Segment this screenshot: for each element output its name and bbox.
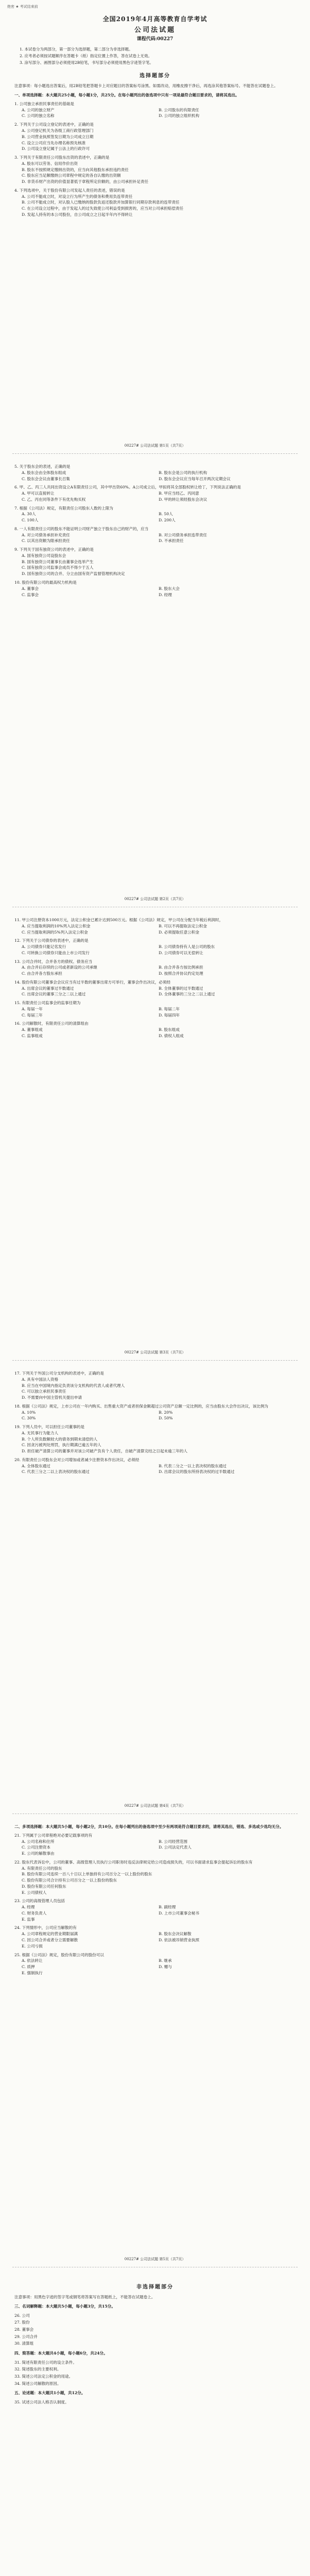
page-6 (14, 2277, 296, 2406)
option-e: E. 公司的解散事由 (22, 1851, 55, 1856)
question-7 (14, 505, 296, 523)
option-c: C. 应当提取利润的5%列入法定公积金 (22, 929, 88, 935)
option-a: A. 有限责任公司的股东 (22, 1866, 62, 1871)
option-c: C. 公司的独立名称 (22, 113, 55, 118)
option-d: D. 债权人组成 (159, 1033, 184, 1039)
option-d: D. 国有独资公司的合并、分立由国有资产监督管理机构决定 (22, 571, 125, 577)
option-c: C. 设立公司应当先办理名称预先核准 (22, 140, 86, 145)
confidential-mark: 绝密 ★ 考试结束前 (7, 5, 38, 9)
option-d: D. 非货币财产出资的价值显著低于章程所定价额的，由公司承担补足责任 (22, 179, 149, 184)
option-c: C. 股份有限公司合计持有公司百分之一以上股份的股东 (22, 1878, 117, 1883)
option-d: D. 发起人持有的本公司股份，自公司成立之日起半年内不得转让 (22, 212, 133, 217)
option-d: D. 不承担责任 (159, 538, 184, 544)
option-b: B. 公司债券持有人是公司的股东 (159, 944, 215, 950)
option-c: C. 100人 (22, 518, 39, 523)
exam-title: 全国2019年4月高等教育自学考试 (102, 15, 208, 23)
option-a: A. 出席会议的董事过半数通过 (22, 986, 74, 991)
part-heading-single: 一、单项选择题：本大题共25小题，每小题1分，共25分。在每小题列出的备选项中只有一项是最符合题目要求的，请将其选出。 (14, 93, 239, 98)
option-d: D. 200人 (159, 518, 176, 523)
option-c: C. 股东应当足额缴纳公司章程中规定的各自认缴的出资额 (22, 173, 121, 178)
page-divider (12, 1360, 298, 1361)
option-c: C. 30% (22, 1416, 36, 1421)
option-d: D. 依法被吊销营业执照 (159, 1938, 199, 1943)
option-a: A. 30人 (22, 512, 36, 517)
question-24 (14, 1925, 296, 1949)
page-footer: 00227# 公司法试题 第2页（共7页） (124, 897, 186, 901)
option-c: C. 因贪污被判处刑罚，执行期满已逾五年的人 (22, 1443, 101, 1448)
option-c: C. 由合并各方股东承担 (22, 971, 62, 976)
question-17 (14, 1370, 296, 1401)
option-d: D. 必须提取任意公积金 (159, 929, 199, 935)
question-stem: 18. 根据《公司法》规定，上市公司在一年内购买、出售重大资产或者担保金额超过公司资产总额一定比例的，应当由股东大会作出决议，该比例为 (14, 1403, 268, 1409)
option-b: B. 可以不再提取法定公积金 (159, 923, 207, 928)
question-stem: 19. 下列人员中，可以担任公司董事的是 (14, 1425, 84, 1430)
option-a: A. 公司章程规定的营业期限届满 (22, 1931, 78, 1937)
option-b: B. 股份有限公司连续一百八十日以上单独持有公司百分之一以上股份的股东 (22, 1872, 152, 1877)
question-stem: 23. 公司的高级管理人员包括 (14, 1899, 65, 1904)
option-c: C. 出席会议的董事三分之二以上通过 (22, 992, 86, 997)
option-d: D. 按照合并协议约定处理 (159, 971, 203, 976)
option-b: B. 副经理 (159, 1905, 176, 1910)
option-a: A. 公司债券只能记名发行 (22, 944, 66, 950)
option-a: A. 股东会由全体股东组成 (22, 470, 66, 475)
option-b: B. 应当在中国境内指定负责该分支机构的代表人或者代理人 (22, 1383, 125, 1388)
term-item: 26. 公司 (14, 2313, 30, 2318)
short-item: 33. 简述公司法定公积金的用途。 (14, 2374, 73, 2379)
option-a: A. 公司登记机关为各级工商行政管理部门 (22, 128, 94, 133)
option-a: A. 由合并后存续的公司或者新设的公司承继 (22, 965, 97, 970)
part-heading-terms: 三、名词解释题：本大题共5小题，每小题3分，共15分。 (14, 2303, 115, 2309)
option-a: A. 经理 (22, 1905, 35, 1910)
question-23 (14, 1898, 296, 1922)
question-21 (14, 1833, 296, 1857)
option-e: E. 监事 (22, 1917, 35, 1922)
question-stem: 14. 股份有限公司董事会会议应当有过半数的董事出席方可举行，董事会作出决议，必须经 (14, 979, 171, 985)
term-item: 30. 清算组 (14, 2341, 34, 2346)
short-item: 32. 简述股东的主要权利。 (14, 2367, 61, 2372)
option-b: B. 公司不能成立时，对认股人已缴纳的股款负返还股款并加算银行同期存款利息的连带责任 (22, 200, 180, 205)
essay-question: 35. 试述公司法人格否认制度。 (14, 2399, 69, 2404)
page-footer: 00227# 公司法试题 第3页（共7页） (124, 1350, 186, 1354)
option-c: C. 可以独立承担民事责任 (22, 1389, 66, 1394)
instruction-2: 2. 应考者必须按试题顺序在答题卡（纸）指定位置上作答，答在试卷上无效。 (20, 54, 152, 59)
question-stem: 5. 关于股东会的表述，正确的是 (14, 464, 71, 469)
option-a: A. 每届一年 (22, 1006, 43, 1011)
question-stem: 8. 一人有限责任公司的股东不能证明公司财产独立于股东自己的财产的，应当 (14, 526, 149, 531)
option-c: C. 财务负责人 (22, 1910, 47, 1916)
question-stem: 12. 下列关于公司债券的表述中，正确的是 (14, 938, 89, 943)
question-stem: 24. 下列情形中，公司应当解散的有 (14, 1925, 77, 1930)
option-b: B. 由合并各方按比例承担 (159, 965, 203, 970)
option-d: D. 经理 (159, 592, 172, 597)
question-stem: 2. 下列关于公司设立登记的表述中，正确的是 (14, 122, 94, 127)
question-stem: 3. 下列关于有限责任公司股东出资的表述中，正确的是 (14, 155, 110, 160)
option-b: B. 国有独资公司董事长由董事会选举产生 (22, 559, 94, 564)
option-d: D. 出席会议的股东所持表决权的过半数通过 (159, 1469, 235, 1475)
option-d: D. 股份有限公司任何股东 (22, 1884, 66, 1889)
page-1 (14, 14, 296, 221)
section-note: 注意事项：用黑色字迹的签字笔或钢笔将答案写在答题纸上，不能答在试题卷上。 (14, 2295, 156, 2299)
option-d: D. 不需要向中国主管机关提出申请 (22, 1395, 82, 1400)
option-a: A. 无民事行为能力人 (22, 1430, 59, 1435)
page-divider (12, 453, 298, 454)
question-1 (14, 101, 296, 119)
section-title-nonchoice: 非选择题部分 (136, 2284, 174, 2290)
question-11 (14, 917, 296, 935)
question-stem: 20. 有限责任公司股东会对公司增加或者减少注册资本作出决议，必须经 (14, 1457, 140, 1462)
option-b: B. 20% (159, 1410, 173, 1415)
instructions (20, 46, 296, 66)
option-a: A. 国有独资公司设股东会 (22, 553, 66, 558)
option-a: A. 全体股东通过 (22, 1463, 50, 1468)
option-c: C. 国有独资公司监事会成员不得少于五人 (22, 565, 94, 570)
question-15 (14, 1000, 296, 1018)
option-b: B. 公司经营范围 (159, 1839, 187, 1844)
part-heading-multiple: 二、多项选择题：本大题共5小题，每小题2分，共10分。在每小题列出的备选项中至少有两项是符合题目要求的，请将其选出，错选、多选或少选均无分。 (14, 1824, 284, 1829)
option-c: C. 在公司设立过程中，由于发起人的过失致使公司利益受到损害的，应当对公司承担赔偿责任 (22, 206, 184, 211)
option-b: B. 甲应当经乙、丙同意 (159, 491, 199, 496)
question-stem: 11. 甲公司注册资本1000万元，法定公积金已累计达到500万元。根据《公司法》规定，甲公司在分配当年税后利润时， (14, 918, 223, 922)
option-b: B. 股东会是公司的执行机构 (159, 470, 207, 475)
option-a: A. 董事会 (22, 586, 39, 591)
page-4 (14, 1370, 296, 1478)
question-stem: 13. 公司合并时，合并各方的债权、债务应当 (14, 959, 93, 964)
option-d: D. 上市公司董事会秘书 (159, 1910, 199, 1916)
question-stem: 4. 下列选项中，关于股份有限公司发起人责任的表述，错误的是 (14, 188, 125, 193)
option-e: E. 公司债权人 (22, 1890, 47, 1895)
question-3 (14, 155, 296, 185)
option-c: C. 以其出资额为限承担责任 (22, 538, 70, 544)
option-d: D. 公司债券可以无偿转让 (159, 950, 203, 955)
option-a: A. 公司名称和住所 (22, 1839, 55, 1844)
short-answer-list (14, 2359, 296, 2387)
option-c: C. 公司注册资本 (22, 1845, 50, 1850)
option-c: C. 可转换公司债券只能由上市公司发行 (22, 950, 90, 955)
question-stem: 22. 股东代表诉讼中，公司的董事、高级管理人员执行公司职务时违反法律规定给公司造成损失的，可以书面请求监事会提起诉讼的股东有 (14, 1859, 253, 1865)
question-6 (14, 484, 296, 502)
option-a: A. 10% (22, 1410, 36, 1415)
term-item: 27. 股份 (14, 2320, 30, 2325)
question-22 (14, 1859, 296, 1896)
section-note: 注意事项：每小题选出答案后，用2B铅笔把答题卡上对应题目的答案标号涂黑。如需改动，用橡皮擦干净后，再选涂其他答案标号。不能答在试题卷上。 (14, 83, 278, 89)
question-16 (14, 1021, 296, 1039)
option-c: C. 每届三年 (22, 1012, 43, 1018)
page-footer: 00227# 公司法试题 第5页（共7页） (124, 2257, 186, 2261)
question-stem: 15. 有限责任公司监事会的监事任期为 (14, 1001, 81, 1006)
option-d: D. 担任破产清算公司的董事并对该公司破产负有个人责任，自破产清算完结之日起未逾三年的人 (22, 1449, 187, 1454)
question-2 (14, 122, 296, 152)
option-b: B. 股东大会 (159, 586, 180, 591)
question-4 (14, 188, 296, 218)
page-2 (14, 464, 296, 600)
option-d: D. 全体董事的三分之二以上通过 (159, 992, 215, 997)
option-e: E. 公司亏损 (22, 1943, 43, 1948)
option-c: C. 监事组成 (22, 1033, 43, 1039)
question-14 (14, 979, 296, 997)
course-code: 课程代码:00227 (136, 37, 174, 42)
option-c: C. 质押 (22, 1964, 35, 1970)
option-d: D. 每届四年 (159, 1012, 180, 1018)
question-9 (14, 547, 296, 577)
option-b: B. 股东会决议解散 (159, 1931, 192, 1937)
option-d: D. 甲的转让须经股东会决议 (159, 497, 208, 502)
question-stem: 10. 股份有限公司的最高权力机构是 (14, 580, 77, 585)
option-c: C. 监事会 (22, 592, 39, 597)
option-b: B. 继承 (159, 1958, 172, 1963)
part-heading-short: 四、简答题：本大题共4小题，每小题6分，共24分。 (14, 2350, 108, 2355)
option-b: B. 股东组成 (159, 1027, 180, 1032)
question-10 (14, 580, 296, 598)
option-a: A. 依法转让 (22, 1958, 43, 1963)
question-stem: 6. 甲、乙、丙三人共同出资设立A有限责任公司，其中甲出资60%。A公司成立后，甲拟将其全部股权转让给丁，下列说法正确的是 (14, 485, 241, 490)
question-20 (14, 1457, 296, 1475)
question-12 (14, 938, 296, 956)
option-a: A. 应当提取利润的10%列入法定公积金 (22, 923, 91, 928)
option-b: B. 全体董事的过半数通过 (159, 986, 203, 991)
question-stem: 21. 下列属于公司章程绝对必要记载事项的有 (14, 1833, 93, 1838)
option-b: B. 公司营业执照签发日期为公司成立日期 (22, 134, 94, 139)
term-item: 29. 公司合并 (14, 2334, 38, 2339)
option-b: B. 每届二年 (159, 1006, 180, 1011)
option-a: A. 对公司债务承担补充责任 (22, 532, 70, 537)
question-stem: 7. 根据《公司法》规定，有限责任公司股东人数的上限为 (14, 505, 113, 511)
option-c: C. 代表三分之二以上表决权的股东通过 (22, 1469, 90, 1475)
option-b: B. 股东不按照规定缴纳出资的，应当向其他股东承担违约责任 (22, 167, 129, 172)
option-a: A. 甲可以直接转让 (22, 491, 55, 496)
question-stem: 17. 下列关于外国公司分支机构的表述中，正确的是 (14, 1371, 104, 1376)
part-heading-essay: 五、论述题：本大题共1小题，共12分。 (14, 2391, 85, 2396)
option-b: B. 对公司债务承担连带责任 (159, 532, 207, 537)
instruction-3: 3. 涂写部分、画图部分必须使用2B铅笔，书写部分必须使用黑色字迹签字笔。 (20, 60, 153, 65)
option-d: D. 50% (159, 1416, 173, 1421)
option-e: E. 强制执行 (22, 1970, 43, 1975)
option-d: D. 公司的独立组织机构 (159, 113, 199, 118)
question-stem: 16. 公司解散时，有限责任公司的清算组由 (14, 1021, 89, 1026)
section-title-choice: 选择题部分 (140, 73, 170, 79)
option-b: B. 公司股东的有限责任 (159, 107, 199, 112)
page-3 (14, 917, 296, 1042)
term-item: 28. 董事会 (14, 2327, 34, 2332)
option-b: B. 代表二分之一以上表决权的股东通过 (159, 1463, 227, 1468)
option-a: A. 董事组成 (22, 1027, 43, 1032)
page-5 (14, 1824, 296, 1979)
option-c: C. 股东会会议由董事长召集 (22, 476, 70, 481)
paper-title: 公司法试题 (134, 26, 176, 34)
option-d: D. 公司设立登记属于公法上的行政许可 (22, 146, 90, 151)
option-a: A. 公司的独立财产 (22, 107, 55, 112)
option-c: C. 乙、丙在同等条件下有优先购买权 (22, 497, 86, 502)
question-18 (14, 1403, 296, 1421)
term-list (14, 2312, 296, 2347)
option-c: C. 因公司合并或者分立需要解散 (22, 1938, 78, 1943)
page-footer: 00227# 公司法试题 第4页（共7页） (124, 1804, 186, 1808)
option-b: B. 50人 (159, 512, 173, 517)
option-b: B. 个人所负数额较大的债务到期未清偿的人 (22, 1436, 98, 1442)
option-d: D. 赠与 (159, 1964, 172, 1970)
page-footer: 00227# 公司法试题 第1页（共7页） (124, 444, 186, 448)
question-25 (14, 1952, 296, 1976)
option-d: D. 公司法定代表人 (159, 1845, 192, 1850)
question-8 (14, 526, 296, 544)
option-a: A. 具有中国法人资格 (22, 1377, 59, 1382)
short-item: 31. 简述有限责任公司的设立条件。 (14, 2360, 77, 2365)
question-5 (14, 464, 296, 482)
question-19 (14, 1424, 296, 1454)
option-d: D. 股东会会议应当每年召开两次定期会议 (159, 476, 231, 481)
question-stem: 25. 根据《公司法》规定，股份有限公司的股份可以 (14, 1952, 104, 1957)
question-stem: 1. 公司独立承担民事责任的基础是 (14, 101, 74, 106)
short-item: 34. 简述公司解散的原因。 (14, 2381, 61, 2386)
question-stem: 9. 下列关于国有独资公司的表述中，正确的是 (14, 547, 94, 552)
question-13 (14, 959, 296, 977)
instruction-1: 1. 本试卷分为两部分，第一部分为选择题，第二部分为非选择题。 (20, 47, 133, 52)
option-a: A. 股东可以劳务、信用作价出资 (22, 161, 78, 166)
option-a: A. 公司不能成立时，对设立行为所产生的债务和费用负连带责任 (22, 194, 133, 199)
